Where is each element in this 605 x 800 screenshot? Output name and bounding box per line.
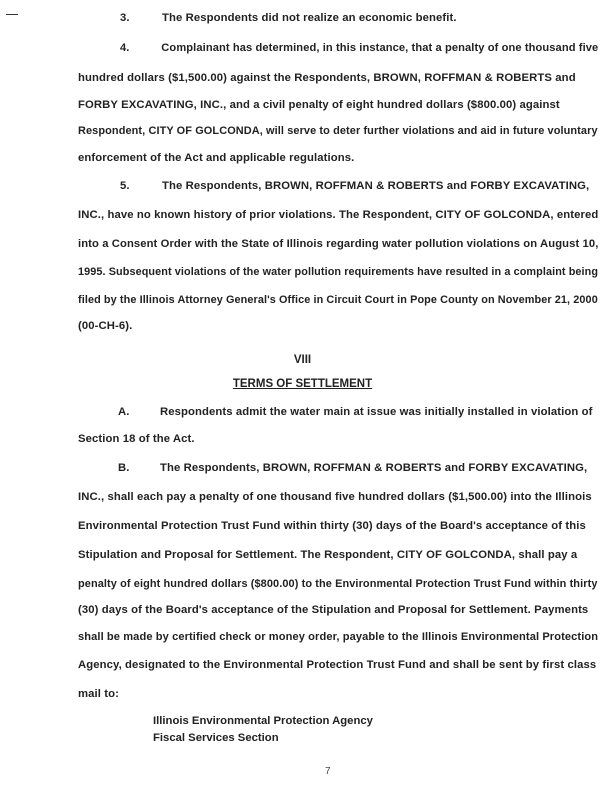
section-numeral: VIII (293, 354, 312, 366)
para-5-line-3: into a Consent Order with the State of Illinois regarding water pollution violations on August 10, (78, 238, 599, 250)
page-number: 7 (325, 766, 331, 777)
item-b-line-5: penalty of eight hundred dollars ($800.00) to the Environmental Protection Trust Fund within thirty (78, 578, 598, 590)
item-b-line-3: Environmental Protection Trust Fund within thirty (30) days of the Board's acceptance of this (78, 520, 586, 532)
para-5-line-1 (120, 180, 589, 192)
para-5-line-2: INC., have no known history of prior violations. The Respondent, CITY OF GOLCONDA, entered (78, 209, 599, 221)
item-b-line-7: shall be made by certified check or money order, payable to the Illinois Environmental Protection (78, 631, 599, 643)
para-5-number: 5. (120, 180, 130, 192)
item-a-line-1 (118, 406, 592, 418)
para-5-line-6: (00-CH-6). (78, 320, 133, 332)
para-5-line-4: 1995. Subsequent violations of the water pollution requirements have resulted in a complaint being (78, 266, 599, 278)
para-3-text: The Respondents did not realize an economic benefit. (162, 12, 457, 24)
item-b-line-8: Agency, designated to the Environmental Protection Trust Fund and shall be sent by first class (78, 659, 597, 671)
item-b-line-2: INC., shall each pay a penalty of one thousand five hundred dollars ($1,500.00) into the Illinois (78, 491, 592, 503)
item-a-line-2: Section 18 of the Act. (78, 433, 195, 445)
item-a-text-1: Respondents admit the water main at issue was initially installed in violation of (160, 406, 593, 418)
item-b-line-4: Stipulation and Proposal for Settlement. The Respondent, CITY OF GOLCONDA, shall pay a (78, 549, 578, 561)
margin-mark (6, 14, 18, 15)
para-5-line-5: filed by the Illinois Attorney General's Office in Circuit Court in Pope County on November 21, 2000 (78, 294, 598, 306)
item-b-line-9: mail to: (78, 688, 119, 700)
para-3-number: 3. (120, 12, 130, 24)
para-4-line-1 (120, 42, 598, 54)
para-4-line-2: hundred dollars ($1,500.00) against the Respondents, BROWN, ROFFMAN & ROBERTS and (78, 72, 576, 84)
para-4-line-5: enforcement of the Act and applicable regulations. (78, 152, 355, 164)
item-b-line-6: (30) days of the Board's acceptance of the Stipulation and Proposal for Settlement. Payments (78, 604, 589, 616)
para-4-line-3: FORBY EXCAVATING, INC., and a civil penalty of eight hundred dollars ($800.00) against (78, 99, 560, 111)
item-b-line-1 (118, 462, 587, 474)
para-5-text-1: The Respondents, BROWN, ROFFMAN & ROBERTS and FORBY EXCAVATING, (162, 180, 590, 192)
item-b-text-1: The Respondents, BROWN, ROFFMAN & ROBERTS and FORBY EXCAVATING, (160, 462, 588, 474)
para-4-number: 4. (120, 42, 130, 54)
address-line-2: Fiscal Services Section (153, 732, 279, 744)
item-a-letter: A. (118, 406, 130, 418)
para-3 (120, 12, 457, 24)
para-4-text-1: Complainant has determined, in this instance, that a penalty of one thousand five (161, 42, 599, 54)
para-4-line-4: Respondent, CITY OF GOLCONDA, will serve to deter further violations and aid in future voluntary (78, 125, 598, 137)
item-b-letter: B. (118, 462, 130, 474)
section-title: TERMS OF SETTLEMENT (232, 378, 373, 390)
address-line-1: Illinois Environmental Protection Agency (153, 715, 373, 727)
